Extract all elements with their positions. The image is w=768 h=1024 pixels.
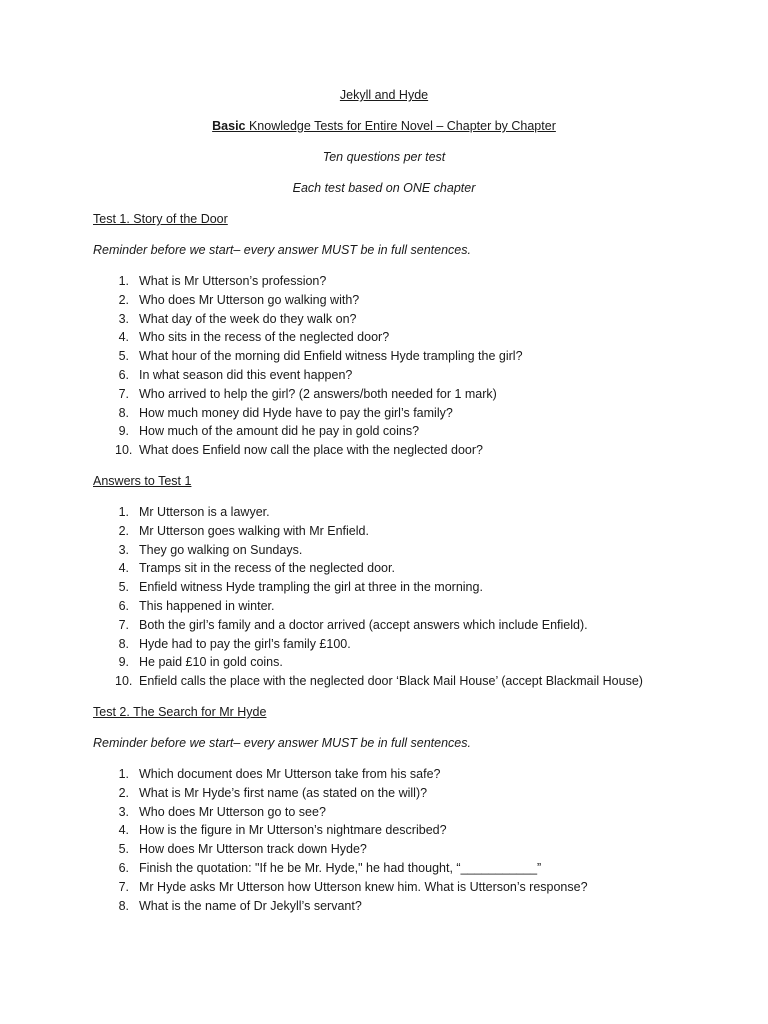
test2-questions [93,765,588,915]
list-item: 8 . What is the name of Dr Jekyll’s servant? [93,897,588,916]
list-item: 9 . He paid £10 in gold coins. [93,653,643,672]
list-item: 7 . Both the girl’s family and a doctor arrived (accept answers which include Enfield). [93,616,643,635]
list-item: 7 . Mr Hyde asks Mr Utterson how Utterson knew him. What is Utterson’s response? [93,878,588,897]
each-test-line: Each test based on ONE chapter [292,181,476,195]
list-item: 3 . Who does Mr Utterson go to see? [93,803,588,822]
list-item: 3 . What day of the week do they walk on? [93,310,523,329]
answers1-list [93,503,643,691]
subtitle-bold: Basic [212,119,246,133]
test1-heading: Test 1. Story of the Door [93,212,228,226]
list-item: 6 . Finish the quotation: "If he be Mr. Hyde," he had thought, “___________” [93,859,588,878]
list-item: 4 . Who sits in the recess of the neglected door? [93,328,523,347]
list-item: 1 . What is Mr Utterson’s profession? [93,272,523,291]
list-item: 3 . They go walking on Sundays. [93,541,643,560]
subtitle-rest: Knowledge Tests for Entire Novel – Chapter by Chapter [245,119,556,133]
list-item: 5 . What hour of the morning did Enfield witness Hyde trampling the girl? [93,347,523,366]
list-item: 8 . Hyde had to pay the girl’s family £100. [93,635,643,654]
list-item: 5 . Enfield witness Hyde trampling the girl at three in the morning. [93,578,643,597]
test1-questions [93,272,523,460]
list-item: 10 . What does Enfield now call the place with the neglected door? [93,441,523,460]
list-item: 1 . Which document does Mr Utterson take from his safe? [93,765,588,784]
answers1-heading: Answers to Test 1 [93,474,192,488]
ten-questions-line: Ten questions per test [322,150,446,164]
list-item: 5 . How does Mr Utterson track down Hyde? [93,840,588,859]
list-item: 1 . Mr Utterson is a lawyer. [93,503,643,522]
list-item: 4 . How is the figure in Mr Utterson’s nightmare described? [93,821,588,840]
list-item: 2 . Who does Mr Utterson go walking with? [93,291,523,310]
list-item: 9 . How much of the amount did he pay in gold coins? [93,422,523,441]
list-item: 6 . In what season did this event happen? [93,366,523,385]
doc-subtitle [0,117,768,136]
list-item: 2 . What is Mr Hyde’s first name (as stated on the will)? [93,784,588,803]
list-item: 6 . This happened in winter. [93,597,643,616]
test1-reminder: Reminder before we start– every answer MUST be in full sentences. [93,243,471,257]
list-item: 2 . Mr Utterson goes walking with Mr Enfield. [93,522,643,541]
list-item: 7 . Who arrived to help the girl? (2 answers/both needed for 1 mark) [93,385,523,404]
list-item: 4 . Tramps sit in the recess of the neglected door. [93,559,643,578]
list-item: 8 . How much money did Hyde have to pay the girl’s family? [93,404,523,423]
doc-title-text: Jekyll and Hyde [339,88,429,102]
list-item: 10 . Enfield calls the place with the neglected door ‘Black Mail House’ (accept Blackmail House) [93,672,643,691]
test2-heading: Test 2. The Search for Mr Hyde [93,705,267,719]
doc-title [0,86,768,105]
test2-reminder: Reminder before we start– every answer MUST be in full sentences. [93,736,471,750]
